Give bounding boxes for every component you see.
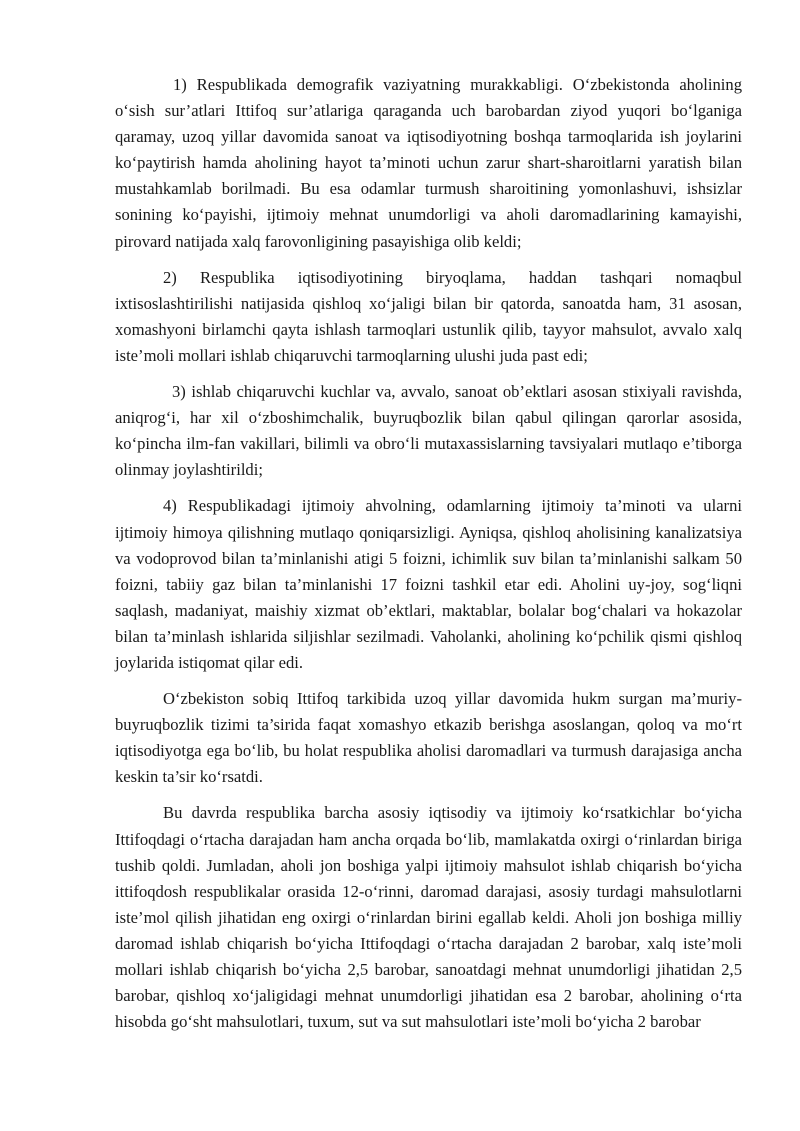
document-body	[115, 72, 742, 1045]
paragraph-soviet-system: O‘zbekiston sobiq Ittifoq tarkibida uzoq yillar davomida hukm surgan ma’muriy-buyruqbozlik tizimi ta’sirida faqat xomashyo etkazib berishga asoslangan, qoloq va mo‘rt iqtisodiyotga ega bo‘lib, bu holat respublika aholisi daromadlari va turmush darajasiga ancha keskin ta’sir ko‘rsatdi.	[115, 689, 742, 787]
paragraph-demographic-situation: 1) Respublikada demografik vaziyatning murakkabligi. O‘zbekistonda aholining o‘sish sur’atlari Ittifoq sur’atlariga qaraganda uch barobardan ziyod yuqori bo‘lganiga qaramay, uzoq yillar davomida sanoat va iqtisodiyotning boshqa tarmoqlarida ish joylarini ko‘paytirish hamda aholining hayot ta’minoti uchun zarur shart-sharoitlarni yaratish bilan mustahkamlab borilmadi. Bu esa odamlar turmush sharoitining yomonlashuvi, ishsizlar sonining ko‘payishi, ijtimoiy mehnat unumdorligi va aholi daromadlarining kamayishi, pirovard natijada xalq farovonligining pasayishiga olib keldi;	[115, 75, 742, 251]
paragraph-social-situation: 4) Respublikadagi ijtimoiy ahvolning, odamlarning ijtimoiy ta’minoti va ularni ijtimoiy himoya qilishning mutlaqo qoniqarsizligi. Ayniqsa, qishloq aholisining kanalizatsiya va vodoprovod bilan ta’minlanishi atigi 5 foizni, ichimlik suv bilan ta’minlanishi salkam 50 foizni, tabiiy gaz bilan ta’minlanishi 17 foizni tashkil etar edi. Aholini uy-joy, sog‘liqni saqlash, madaniyat, maishiy xizmat ob’ektlari, maktablar, bolalar bog‘chalari va hokazolar bilan ta’minlash ishlarida siljishlar sezilmadi. Vaholanki, aholining ko‘pchilik qismi qishloq joylarida istiqomat qilar edi.	[115, 496, 742, 672]
paragraph-one-sided-economy: 2) Respublika iqtisodiyotining biryoqlama, haddan tashqari nomaqbul ixtisoslashtirilishi natijasida qishloq xo‘jaligi bilan bir qatorda, sanoatda ham, 31 asosan, xomashyoni birlamchi qayta ishlash tarmoqlari ustunlik qilib, tayyor mahsulot, avvalo xalq iste’moli mollari ishlab chiqaruvchi tarmoqlarning ulushi juda past edi;	[115, 267, 742, 365]
paragraph-spontaneous-placement: 3) ishlab chiqaruvchi kuchlar va, avvalo, sanoat ob’ektlari asosan stixiyali ravishda, aniqrog‘i, har xil o‘zboshimchalik, buyruqbozlik bilan qabul qilingan qarorlar asosida, ko‘pincha ilm-fan vakillari, bilimli va obro‘li mutaxassislarning tavsiyalari mutlaqo e’tiborga olinmay joylashtirildi;	[115, 382, 742, 480]
paragraph-economic-indicators: Bu davrda respublika barcha asosiy iqtisodiy va ijtimoiy ko‘rsatkichlar bo‘yicha Ittifoqdagi o‘rtacha darajadan ham ancha orqada bo‘lib, mamlakatda oxirgi o‘rinlardan biriga tushib qoldi. Jumladan, aholi jon boshiga yalpi ijtimoiy mahsulot ishlab chiqarish bo‘yicha ittifoqdosh respublikalar orasida 12-o‘rinni, daromad darajasi, asosiy turdagi mahsulotlarni iste’mol qilish jihatidan eng oxirgi o‘rinlardan birini egallab keldi. Aholi jon boshiga milliy daromad ishlab chiqarish bo‘yicha Ittifoqdagi o‘rtacha darajadan 2 barobar, xalq iste’moli mollari ishlab chiqarish bo‘yicha 2,5 barobar, sanoatdagi mehnat unumdorligi jihatidan 2,5 barobar, qishloq xo‘jaligidagi mehnat unumdorligi jihatidan esa 2 barobar, aholining o‘rta hisobda go‘sht mahsulotlari, tuxum, sut va sut mahsulotlari iste’moli bo‘yicha 2 barobar	[115, 803, 742, 1032]
